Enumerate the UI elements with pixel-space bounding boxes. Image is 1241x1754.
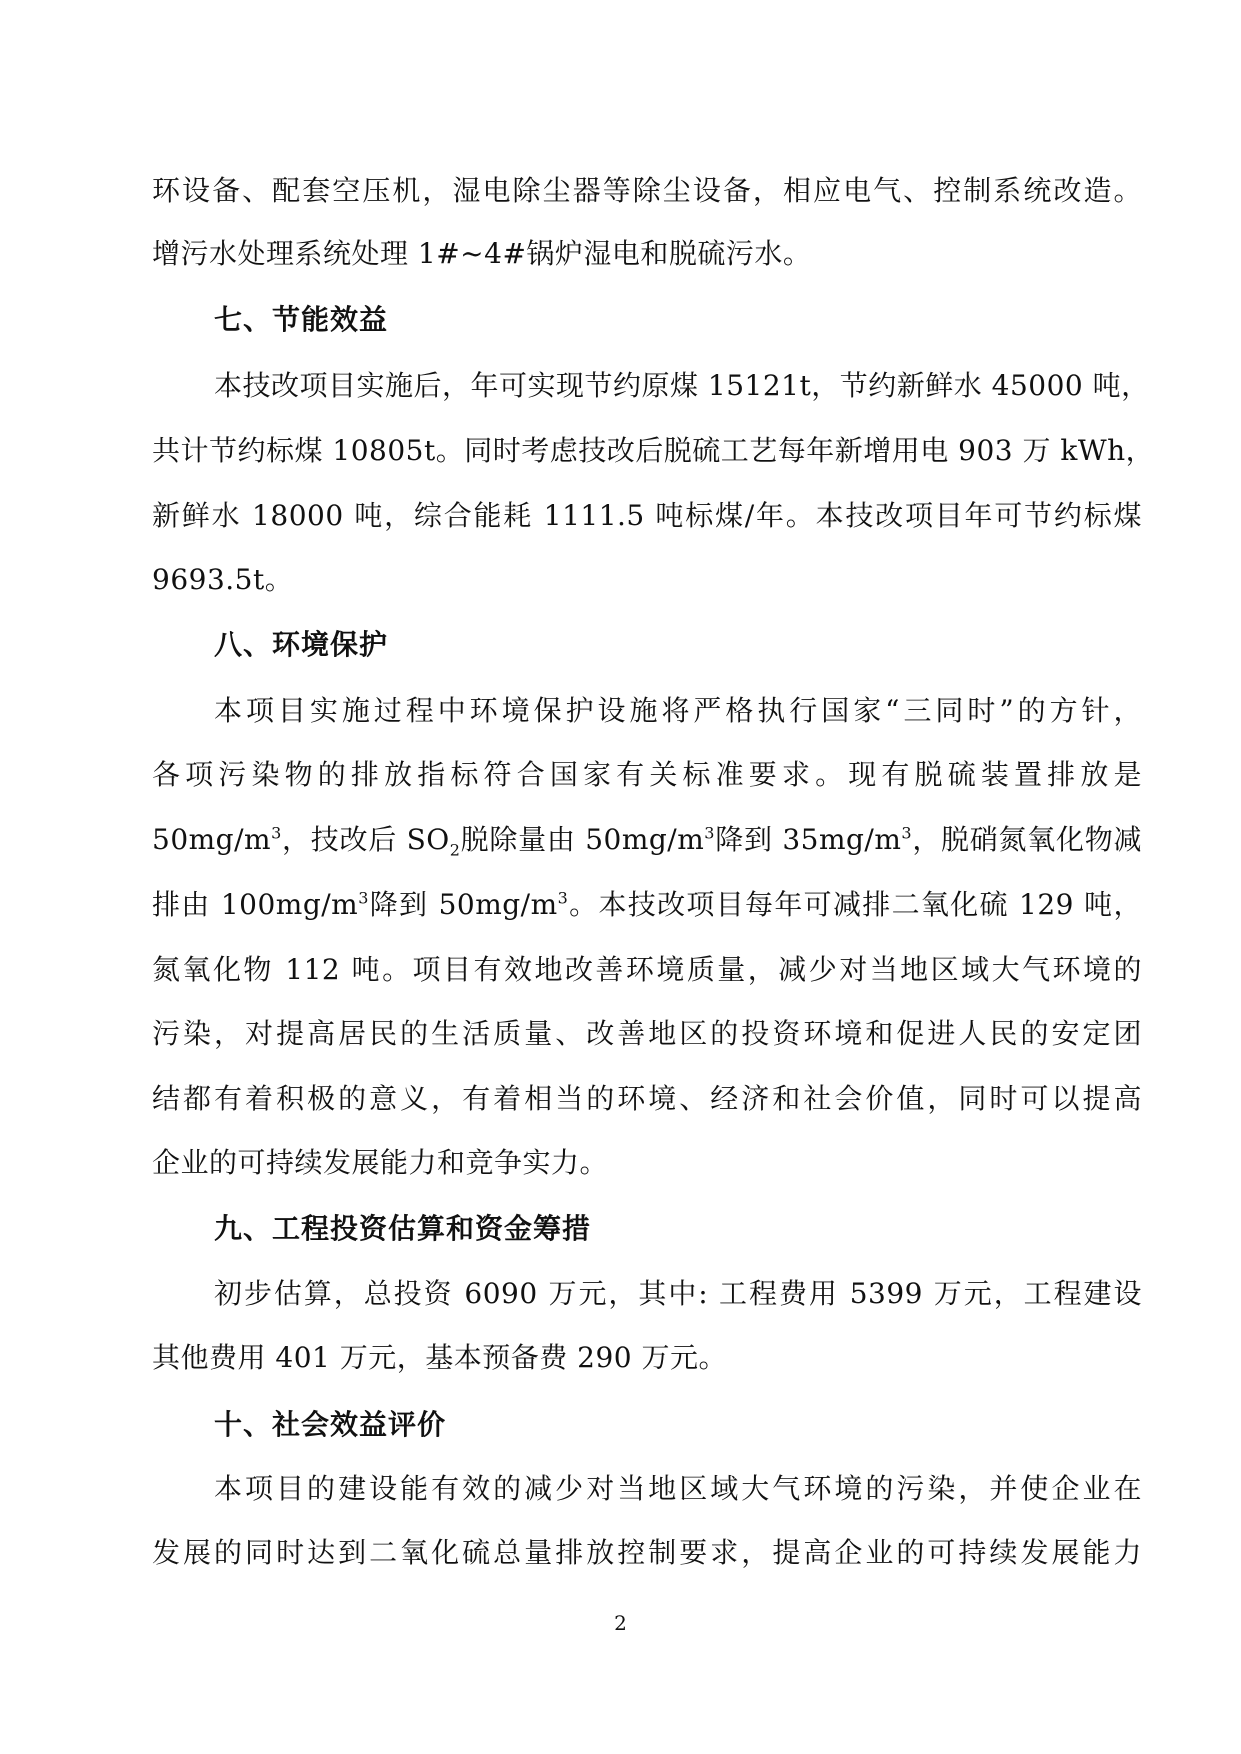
- text-fragment: 脱除量由 50mg/m: [460, 823, 705, 856]
- superscript: 3: [271, 823, 282, 843]
- paragraph-line: 企业的可持续发展能力和竞争实力。: [152, 1146, 609, 1179]
- paragraph-line: 结都有着积极的意义，有着相当的环境、经济和社会价值，同时可以提高: [152, 1082, 1142, 1115]
- superscript: 3: [704, 823, 715, 843]
- paragraph-line: 发展的同时达到二氧化硫总量排放控制要求，提高企业的可持续发展能力: [152, 1536, 1142, 1569]
- text-fragment: ，技改后 SO: [281, 823, 450, 856]
- superscript: 3: [901, 823, 913, 843]
- text-fragment: 降到 35mg/m: [714, 823, 902, 856]
- superscript: 3: [358, 888, 369, 908]
- paragraph-line: 本项目实施过程中环境保护设施将严格执行国家“三同时”的方针，: [214, 694, 1142, 727]
- section-heading-8: 八、环境保护: [214, 628, 389, 661]
- paragraph-line: 新鲜水 18000 吨，综合能耗 1111.5 吨标煤/年。本技改项目年可节约标煤: [152, 499, 1142, 532]
- paragraph-line-with-units: [152, 820, 1142, 860]
- paragraph-line: 9693.5t。: [152, 563, 294, 596]
- paragraph-line-with-units: [152, 885, 1142, 925]
- paragraph-line: 初步估算，总投资 6090 万元，其中: 工程费用 5399 万元，工程建设: [214, 1277, 1142, 1310]
- subscript: 2: [449, 840, 461, 860]
- superscript: 3: [557, 888, 569, 908]
- paragraph-line: 环设备、配套空压机，湿电除尘器等除尘设备，相应电气、控制系统改造。: [152, 174, 1142, 207]
- paragraph-line: 各项污染物的排放指标符合国家有关标准要求。现有脱硫装置排放是: [152, 758, 1142, 791]
- text-fragment: 排由 100mg/m: [152, 888, 359, 921]
- text-fragment: 50mg/m: [152, 823, 272, 856]
- text-fragment: 。本技改项目每年可减排二氧化硫 129 吨，: [568, 888, 1142, 921]
- page-number: 2: [614, 1611, 627, 1635]
- paragraph-line: 共计节约标煤 10805t。同时考虑技改后脱硫工艺每年新增用电 903 万 kWh，: [152, 434, 1155, 467]
- section-heading-10: 十、社会效益评价: [214, 1408, 447, 1441]
- paragraph-line: 本技改项目实施后，年可实现节约原煤 15121t，节约新鲜水 45000 吨，: [214, 369, 1150, 402]
- section-heading-9: 九、工程投资估算和资金筹措: [214, 1212, 592, 1245]
- paragraph-line: 污染，对提高居民的生活质量、改善地区的投资环境和促进人民的安定团: [152, 1017, 1142, 1050]
- text-fragment: 降到 50mg/m: [368, 888, 558, 921]
- text-fragment: ，脱硝氮氧化物减: [912, 823, 1142, 856]
- paragraph-line: 其他费用 401 万元，基本预备费 290 万元。: [152, 1341, 727, 1374]
- paragraph-line: 增污水处理系统处理 1#~4#锅炉湿电和脱硫污水。: [152, 237, 812, 270]
- section-heading-7: 七、节能效益: [214, 303, 389, 336]
- paragraph-line: 本项目的建设能有效的减少对当地区域大气环境的污染，并使企业在: [214, 1472, 1142, 1505]
- paragraph-line: 氮氧化物 112 吨。项目有效地改善环境质量，减少对当地区域大气环境的: [152, 953, 1142, 986]
